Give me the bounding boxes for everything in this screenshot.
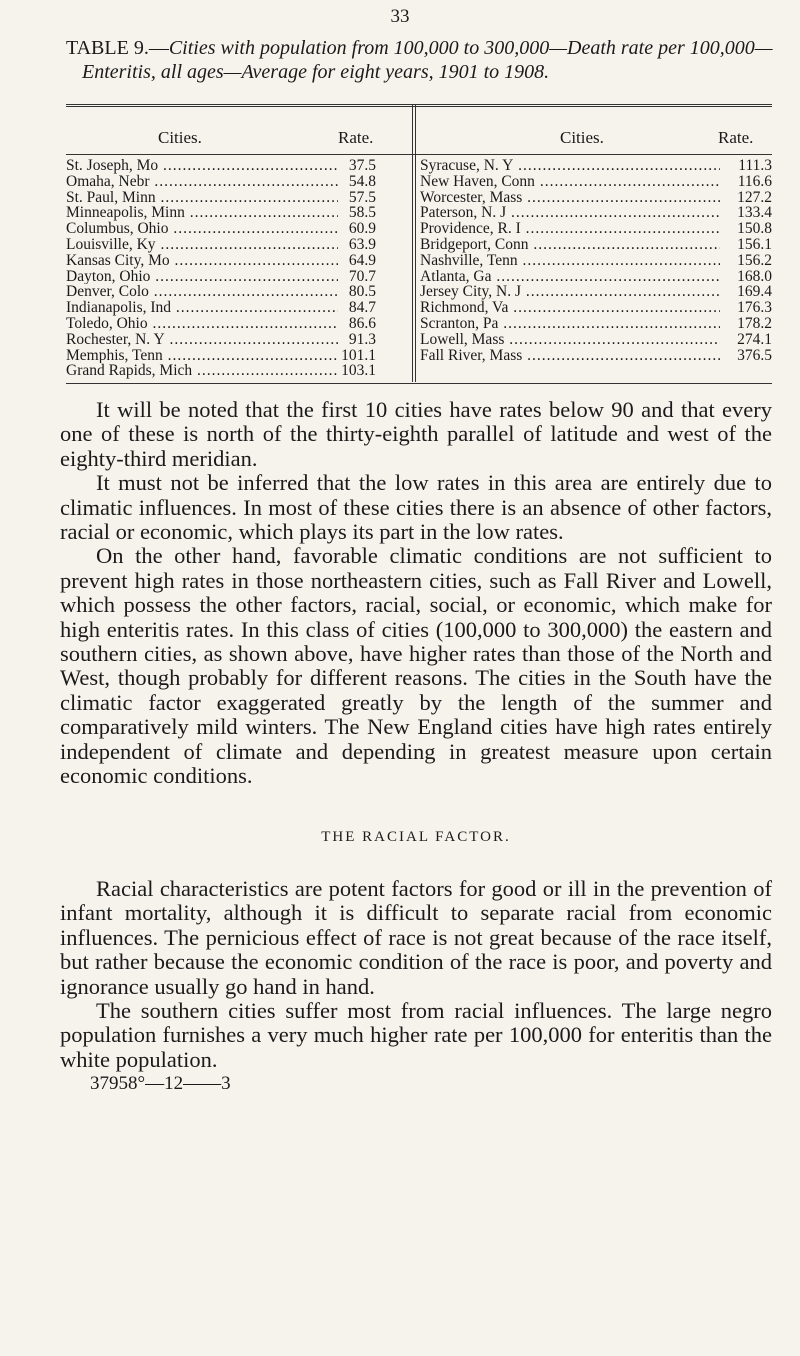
table-header-row (66, 124, 772, 152)
city-right: Jersey City, N. J ..... (420, 284, 720, 300)
rate-right: 178.2 (720, 316, 772, 332)
paragraph: Racial characteristics are potent factors for good or ill in the prevention of infant mortality, although it is difficult to separate racial from economic influences. The pernicious effect of race is not great because of the race itself, but rather because the economic condition of the race is poor, and poverty and ignorance usually go hand in hand. (60, 875, 772, 999)
table-row (66, 269, 772, 285)
city-right: Worcester, Mass ..... (420, 190, 720, 206)
header-cities-left: Cities. (158, 128, 202, 147)
city-right: Lowell, Mass ..... (420, 332, 720, 348)
table-row (66, 363, 772, 379)
caption-line-2: Enteritis, all ages—Average for eight years, 1901 to 1908. (82, 61, 550, 83)
table-caption (66, 36, 773, 84)
city-left: Columbus, Ohio ..... (66, 221, 346, 237)
rate-right: 133.4 (720, 205, 772, 221)
city-right: Fall River, Mass ..... (420, 348, 720, 364)
table-row (66, 348, 772, 364)
caption-title: Cities with population from 100,000 to 300,000—Death rate per 100,000— (168, 37, 773, 59)
city-left: Omaha, Nebr ..... (66, 174, 346, 190)
section-heading: THE RACIAL FACTOR. (321, 828, 511, 845)
table-row (66, 237, 772, 253)
city-left: Grand Rapids, Mich ..... (66, 363, 346, 379)
city-left: Toledo, Ohio ..... (66, 316, 346, 332)
table-row (66, 316, 772, 332)
city-left: Minneapolis, Minn ..... (66, 205, 346, 221)
city-right: Nashville, Tenn ..... (420, 253, 720, 269)
rate-left: 80.5 (338, 284, 376, 300)
footer-signature: 37958°—12——3 (90, 1073, 231, 1095)
city-right: Richmond, Va ..... (420, 300, 720, 316)
city-left: Indianapolis, Ind ..... (66, 300, 346, 316)
table-body (66, 158, 772, 379)
page-number: 33 (390, 6, 410, 27)
city-right: Paterson, N. J ..... (420, 205, 720, 221)
paragraph: The southern cities suffer most from racial influences. The large negro population furnishes a very much higher rate per 100,000 for enteritis than the white population. (60, 997, 772, 1072)
rate-right: 176.3 (720, 300, 772, 316)
rate-right: 156.1 (720, 237, 772, 253)
city-left: Rochester, N. Y ..... (66, 332, 346, 348)
rate-right: 156.2 (720, 253, 772, 269)
rate-left: 101.1 (338, 348, 376, 364)
rate-left: 84.7 (338, 300, 376, 316)
caption-prefix: TABLE 9.— (66, 37, 169, 59)
city-right: New Haven, Conn ..... (420, 174, 720, 190)
city-right: Scranton, Pa ..... (420, 316, 720, 332)
rate-left: 91.3 (338, 332, 376, 348)
rate-left: 37.5 (338, 158, 376, 174)
paragraph: It will be noted that the first 10 cities have rates below 90 and that every one of these is north of the thirty-eighth parallel of latitude and west of the eighty-third meridian. (60, 397, 772, 471)
rate-right: 274.1 (720, 332, 772, 348)
table-row (66, 332, 772, 348)
table-row (66, 284, 772, 300)
city-right: Syracuse, N. Y ..... (420, 158, 720, 174)
city-right: Providence, R. I ..... (420, 221, 720, 237)
rate-right: 127.2 (720, 190, 772, 206)
rate-left: 70.7 (338, 269, 376, 285)
table-row (66, 253, 772, 269)
table-row (66, 221, 772, 237)
rate-right: 168.0 (720, 269, 772, 285)
paragraph: On the other hand, favorable climatic conditions are not sufficient to prevent high rates in those northeastern cities, such as Fall River and Lowell, which possess the other factors, racial, social, or economic, which make for high enteritis rates. In this class of cities (100,000 to 300,000) the eastern and southern cities, as shown above, have higher rates than those of the North and West, though probably for different reasons. The cities in the South have the climatic factor exaggerated greatly by the length of the summer and comparatively mild winters. The New England cities have high rates entirely independent of climate and depending in greatest measure upon certain economic conditions. (60, 543, 772, 789)
city-left: Louisville, Ky ..... (66, 237, 346, 253)
header-cities-right: Cities. (560, 128, 604, 147)
paragraph: It must not be inferred that the low rates in this area are entirely due to climatic influences. In most of these cities there is an absence of other factors, racial or economic, which plays its part in the low rates. (60, 470, 772, 545)
table-row (66, 205, 772, 221)
rate-right: 150.8 (720, 221, 772, 237)
rate-right: 169.4 (720, 284, 772, 300)
rate-left: 58.5 (338, 205, 376, 221)
rate-left: 54.8 (338, 174, 376, 190)
city-left: St. Paul, Minn ..... (66, 190, 346, 206)
header-rate-left: Rate. (338, 128, 374, 147)
rate-left: 63.9 (338, 237, 376, 253)
city-left: Kansas City, Mo ..... (66, 253, 346, 269)
city-right: Atlanta, Ga ..... (420, 269, 720, 285)
rate-right: 116.6 (720, 174, 772, 190)
table-bottom-rule (66, 383, 772, 384)
table-row (66, 174, 772, 190)
rate-left: 57.5 (338, 190, 376, 206)
table-top-rule (66, 104, 772, 107)
rate-right: 376.5 (720, 348, 772, 364)
header-rate-right: Rate. (718, 128, 754, 147)
rate-left: 60.9 (338, 221, 376, 237)
city-left: St. Joseph, Mo ..... (66, 158, 346, 174)
table-header (66, 124, 772, 152)
table-header-rule (66, 154, 772, 155)
city-left: Denver, Colo ..... (66, 284, 346, 300)
rate-left: 64.9 (338, 253, 376, 269)
city-right: Bridgeport, Conn ..... (420, 237, 720, 253)
body-text (60, 398, 772, 1097)
table-row (66, 190, 772, 206)
rate-left: 86.6 (338, 316, 376, 332)
city-left: Memphis, Tenn ..... (66, 348, 346, 364)
rate-right: 111.3 (720, 158, 772, 174)
table-row (66, 300, 772, 316)
table-row (66, 158, 772, 174)
rate-left: 103.1 (338, 363, 376, 379)
city-left: Dayton, Ohio ..... (66, 269, 346, 285)
caption-line-1 (66, 36, 773, 60)
